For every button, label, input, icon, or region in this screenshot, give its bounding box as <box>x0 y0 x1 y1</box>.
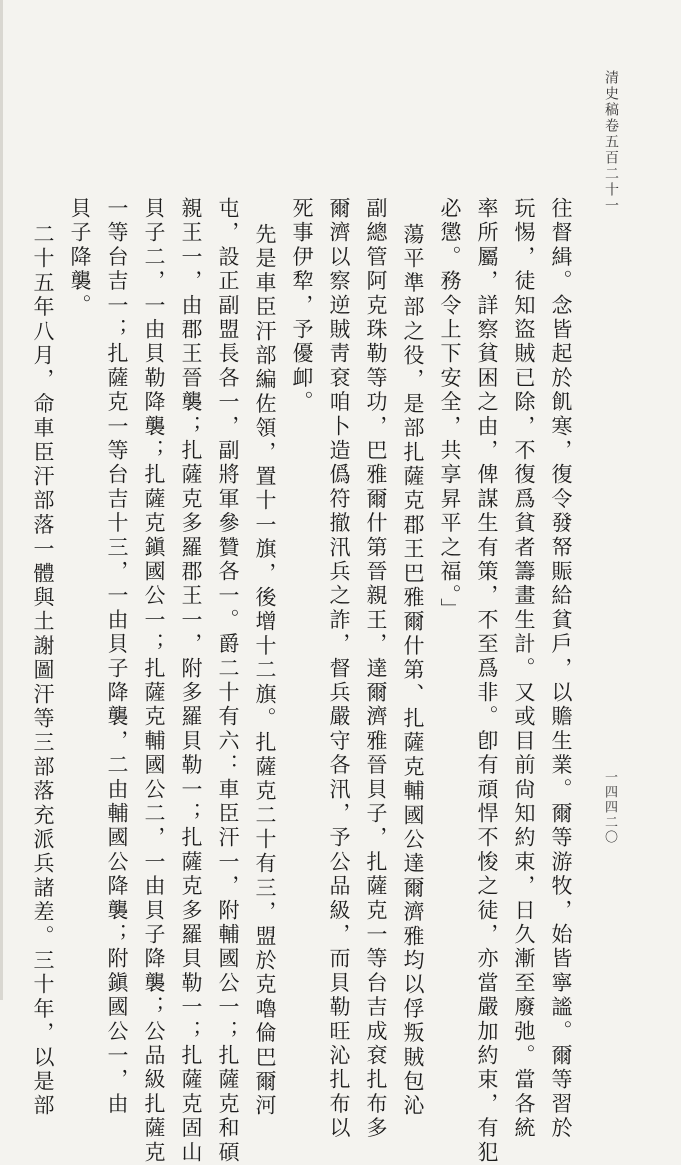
text-column: 爾濟以察逆賊靑袞咱卜造僞符撤汛兵之詐，督兵嚴守各汛，予公品級，而貝勒旺沁扎布以 <box>327 197 351 1141</box>
page-number: 一四四二〇 <box>602 770 617 845</box>
text-column: 親王一，由郡王晉襲；扎薩克多羅郡王一，附多羅貝勒一；扎薩克多羅貝勒一；扎薩克固山 <box>179 197 203 1165</box>
text-column: 死事伊犂，予優卹。 <box>290 197 314 415</box>
text-column: 往督緝。念皆起於飢寒，復令發帑賑給貧戶，以贍生業。爾等游牧，始皆寧謐。爾等習於 <box>549 197 573 1141</box>
text-column: 一等台吉一；扎薩克一等台吉十三，一由貝子降襲，二由輔國公降襲；附鎭國公一，由 <box>105 197 129 1117</box>
text-column: 必懲。務令上下安全，共享昇平之福。」 <box>438 197 462 623</box>
page-spine <box>0 0 3 1000</box>
text-column: 貝子二，一由貝勒降襲；扎薩克鎭國公一；扎薩克輔國公二，一由貝子降襲；公品級扎薩克 <box>142 197 166 1165</box>
text-column: 副總管阿克珠勒等功，巴雅爾什第晉親王，達爾濟雅晉貝子，扎薩克一等台吉成袞扎布多 <box>364 197 388 1141</box>
text-column: 先是車臣汗部編佐領，置十一旗，後增十二旗。扎薩克二十有三，盟於克嚕倫巴爾河 <box>253 223 277 1119</box>
text-column: 貝子降襲。 <box>68 197 92 318</box>
text-column: 二十五年八月，命車臣汗部落一體與土謝圖汗等三部落充派兵諸差。三十年，以是部 <box>31 223 55 1119</box>
running-title: 清史稿卷五百二十一 <box>603 70 619 214</box>
text-column: 玩惕，徒知盜賊已除，不復爲貧者籌畫生計。又或目前尙知約束，日久漸至廢弛。當各統 <box>512 197 536 1141</box>
text-column: 屯，設正副盟長各一，副將軍參贊各一。爵二十有六：車臣汗一，附輔國公一；扎薩克和碩 <box>216 197 240 1165</box>
text-column: 蕩平準部之役，是部扎薩克郡王巴雅爾什第、扎薩克輔國公達爾濟雅均以俘叛賊包沁 <box>401 223 425 1119</box>
text-column: 率所屬，詳察貧困之由，俾謀生有策，不至爲非。卽有頑悍不悛之徒，亦當嚴加約束，有犯 <box>475 197 499 1165</box>
